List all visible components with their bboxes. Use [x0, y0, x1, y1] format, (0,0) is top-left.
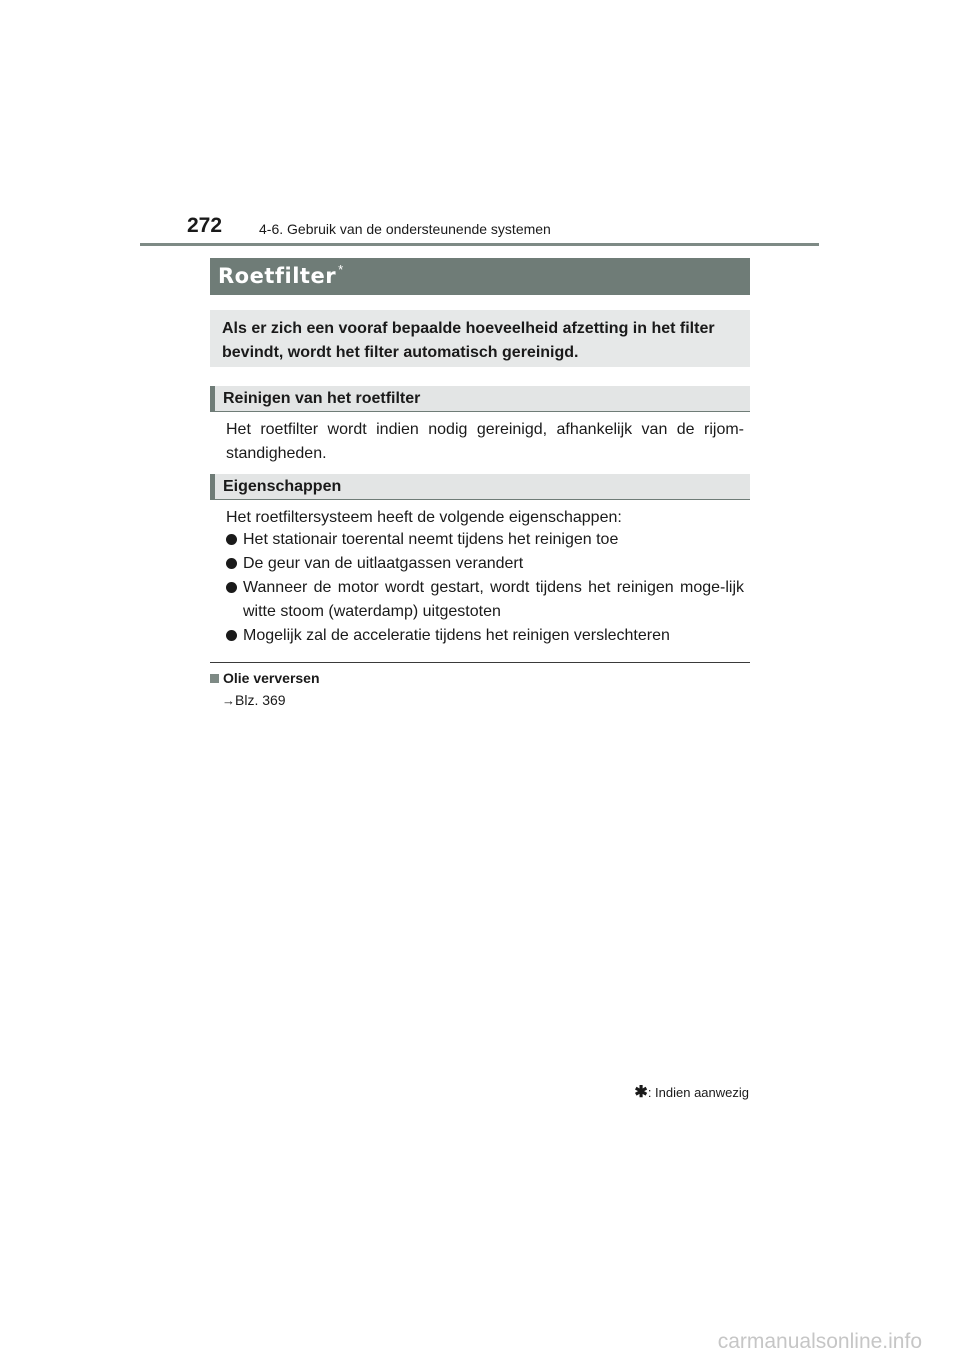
list-item	[226, 624, 744, 648]
properties-list	[226, 528, 744, 648]
note-heading	[210, 670, 320, 686]
footnote-text: : Indien aanwezig	[647, 1085, 749, 1100]
section-path: 4-6. Gebruik van de ondersteunende systemen	[259, 221, 551, 237]
section-body-properties: Het roetfiltersysteem heeft de volgende eigenschappen:	[226, 509, 622, 526]
square-bullet-icon	[210, 674, 219, 683]
page-title: Roetfilter	[218, 264, 337, 288]
watermark: carmanualsonline.info	[717, 1330, 922, 1353]
note-heading-text: Olie verversen	[223, 670, 320, 686]
asterisk-icon: *	[338, 262, 344, 277]
intro-summary: Als er zich een vooraf bepaalde hoeveelheid afzetting in het filter bevindt, wordt het filter automatisch gereinigd.	[210, 310, 750, 367]
list-item	[226, 576, 744, 624]
arrow-right-icon: →	[222, 693, 235, 708]
list-item-text: Mogelijk zal de acceleratie tijdens het reinigen verslechteren	[243, 627, 670, 644]
note-reference-text: Blz. 369	[235, 692, 286, 708]
bullet-icon	[226, 558, 237, 569]
bullet-icon	[226, 534, 237, 545]
section-heading-cleaning: Reinigen van het roetfilter	[210, 386, 750, 412]
page-number: 272	[187, 214, 223, 237]
list-item-text: De geur van de uitlaatgassen verandert	[243, 555, 524, 572]
bullet-icon	[226, 582, 237, 593]
note-reference-link[interactable]	[222, 692, 286, 709]
notes-divider	[210, 662, 750, 663]
list-item	[226, 552, 744, 576]
asterisk-icon: ✱	[634, 1084, 648, 1101]
footnote	[634, 1085, 749, 1101]
section-heading-properties: Eigenschappen	[210, 474, 750, 500]
title-bar	[210, 258, 750, 295]
header-divider	[140, 243, 819, 246]
list-item-text: Wanneer de motor wordt gestart, wordt tijdens het reinigen moge-lijk witte stoom (waterdamp) uitgestoten	[243, 579, 744, 620]
list-item-text: Het stationair toerental neemt tijdens het reinigen toe	[243, 531, 619, 548]
list-item	[226, 528, 744, 552]
section-body-cleaning: Het roetfilter wordt indien nodig gereinigd, afhankelijk van de rijom-standigheden.	[226, 421, 744, 462]
bullet-icon	[226, 630, 237, 641]
